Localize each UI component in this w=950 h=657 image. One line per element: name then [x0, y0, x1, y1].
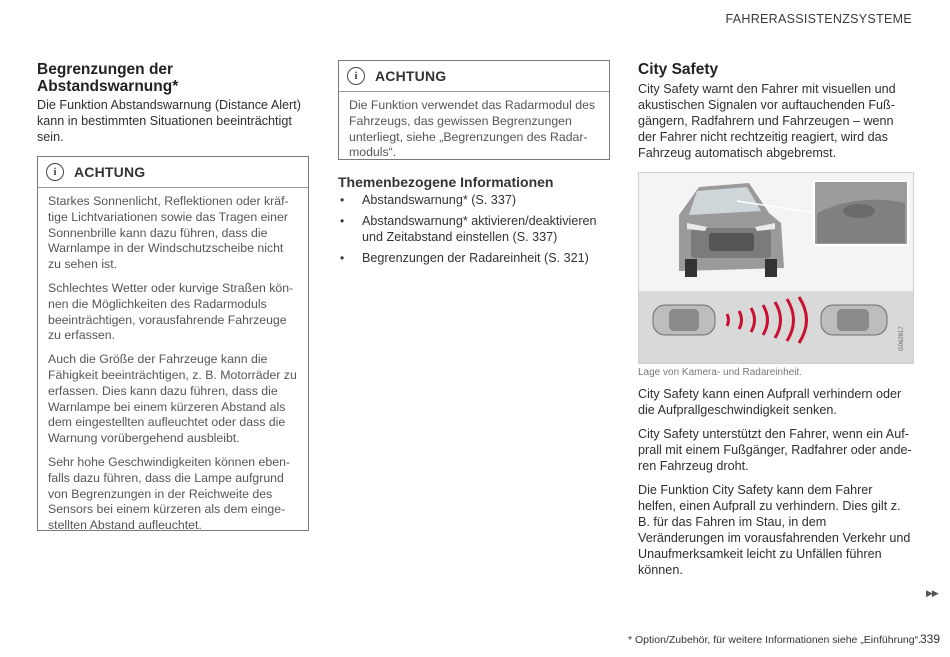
related-link[interactable]: • Abstandswarnung* (S. 337) — [338, 192, 610, 208]
related-link[interactable]: • Abstandswarnung* aktivieren/deaktivieren und Zeitabstand einstellen (S. 337) — [338, 213, 610, 245]
related-link[interactable]: • Begrenzungen der Radareinheit (S. 321) — [338, 250, 610, 266]
own-car-topview — [653, 305, 715, 335]
info-icon: i — [347, 67, 365, 85]
warning-body — [339, 92, 609, 175]
section-title: FAHRERASSISTENZSYSTEME — [725, 12, 912, 26]
warning-header — [38, 157, 308, 188]
body-paragraph: City Safety kann einen Aufprall verhindern oder die Aufprallgeschwindigkeit senken. — [638, 387, 902, 417]
warning-title: ACHTUNG — [74, 164, 146, 180]
double-arrow-right-icon[interactable]: ▶▶ — [926, 588, 938, 598]
body-paragraph: Die Funktion City Safety kann dem Fahrer helfen, einen Aufprall zu verhindern. Dies gilt z. B. für das Fahren im Stau, in dem Veränderungen im vorausfahrenden Verkehr und Unaufmerksamkeit leicht zu Unfällen führen können. — [638, 483, 911, 577]
related-info-heading: Themenbezogene Informationen — [338, 174, 554, 190]
warning-body — [38, 188, 308, 548]
figure-camera-radar — [638, 172, 914, 364]
page-number: 339 — [920, 632, 941, 646]
vehicle-ahead-topview — [821, 305, 887, 335]
figure-caption: Lage von Kamera- und Radareinheit. — [638, 367, 802, 378]
info-icon: i — [46, 163, 64, 181]
figure-code: G062817 — [899, 326, 905, 351]
warning-paragraph: Schlechtes Wetter oder kurvige Straßen kön-nen die Möglichkeiten des Radarmoduls beeinträchtigen, vorausfahrende Fahrzeuge zu erfassen. — [48, 280, 294, 343]
warning-header — [339, 61, 609, 92]
body-paragraph: City Safety unterstützt den Fahrer, wenn ein Auf-prall mit einem Fußgänger, Radfahrer oder ande-ren Fahrzeug droht. — [638, 427, 912, 473]
warning-box-left — [37, 156, 309, 531]
warning-box-middle — [338, 60, 610, 160]
warning-title: ACHTUNG — [375, 68, 447, 84]
car-illustration — [639, 173, 913, 363]
warning-paragraph: Die Funktion verwendet das Radarmodul des Fahrzeugs, das gewissen Begrenzungen unterliegt, siehe „Begrenzungen des Radar-moduls“. — [349, 98, 596, 160]
right-body — [638, 386, 912, 586]
related-links-list — [338, 192, 610, 271]
warning-paragraph: Starkes Sonnenlicht, Reflektionen oder kräf-tige Lichtvariationen sowie das Tragen einer Sonnenbrille kann dazu führen, dass die Warnlampe in der Windschutzscheibe nicht zu sehen ist. — [48, 194, 289, 272]
right-intro: City Safety warnt den Fahrer mit visuellen und akustischen Signalen vor auftauchenden Fuß-gängern, Radfahrern und Fahrzeugen – wenn der Fahrer nicht rechtzeitig reagiert, wird das Fahrzeug automatisch abgebremst. — [638, 82, 896, 160]
left-intro: Die Funktion Abstandswarnung (Distance Alert) kann in bestimmten Situationen beeinträchtigt sein. — [37, 98, 301, 144]
left-heading: Begrenzungen der Abstandswarnung* — [37, 61, 179, 95]
right-heading: City Safety — [638, 61, 719, 78]
footer-note: * Option/Zubehör, für weitere Informationen siehe „Einführung“. — [628, 634, 921, 646]
warning-paragraph: Auch die Größe der Fahrzeuge kann die Fähigkeit beeinträchtigen, z. B. Motorräder zu erfassen. Dies kann dazu führen, dass die Warnlampe bei einem kürzeren Abstand als dem eingestellten aufleuchtet oder dass die Warnung vorübergehend ausbleibt. — [48, 352, 297, 446]
warning-paragraph: Sehr hohe Geschwindigkeiten können eben-falls dazu führen, dass die Lampe aufgrund von Begrenzungen in der Reichweite des Sensors bei einem kürzeren als dem einge-stellten Abstand aufleuchtet. — [48, 454, 291, 533]
